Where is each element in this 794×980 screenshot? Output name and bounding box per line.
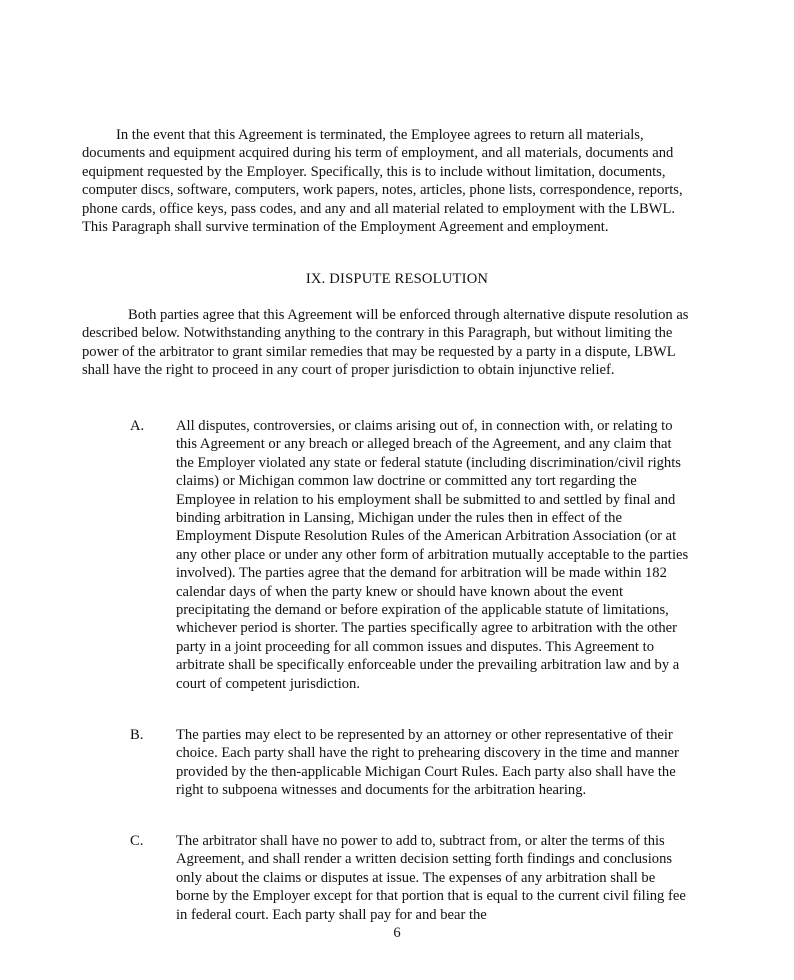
- item-label: C.: [130, 833, 144, 849]
- section-heading: IX. DISPUTE RESOLUTION: [305, 271, 489, 287]
- item-text: The arbitrator shall have no power to add to, subtract from, or alter the terms of this Agreement, and shall render a written decision setting forth findings and conclusions only about the claims or disputes at issue. The expenses of any arbitration shall be borne by the Employer except for that portion that is equal to the current civil filing fee in federal court. Each party shall pay for and bear the: [176, 833, 686, 923]
- item-label: B.: [130, 727, 144, 743]
- item-label: A.: [130, 418, 145, 434]
- item-text: The parties may elect to be represented by an attorney or other representative of their choice. Each party shall have the right to prehearing discovery in the time and manner provided by the then-applicable Michigan Court Rules. Each party also shall have the right to subpoena witnesses and documents for the arbitration hearing.: [176, 727, 679, 799]
- page-number: 6: [393, 925, 401, 941]
- item-text: All disputes, controversies, or claims arising out of, in connection with, or relating to this Agreement or any breach or alleged breach of the Agreement, and any claim that the Employer violated any state or federal statute (including discrimination/civil rights claims) or Michigan common law doctrine or committed any tort regarding the Employee in relation to his employment shall be submitted to and settled by final and binding arbitration in Lansing, Michigan under the rules then in effect of the Employment Dispute Resolution Rules of the American Arbitration Association (or at any other place or under any other form of arbitration mutually acceptable to the parties involved). The parties agree that the demand for arbitration will be made within 182 calendar days of when the party knew or should have known about the event precipitating the demand or before expiration of the applicable statute of limitations, whichever period is shorter. The parties specifically agree to arbitration with the other party in a joint proceeding for all common issues and disputes. This Agreement to arbitrate shall be specifically enforceable under the prevailing arbitration law and by a court of competent jurisdiction.: [176, 418, 689, 692]
- paragraph-return-materials: In the event that this Agreement is terminated, the Employee agrees to return all materials, documents and equipment acquired during his term of employment, and all materials, documents and equipment requested by the Employer. Specifically, this is to include without limitation, documents, computer discs, software, computers, work papers, notes, articles, phone lists, correspondence, reports, phone cards, office keys, pass codes, and any and all material related to employment with the LBWL. This Paragraph shall survive termination of the Employment Agreement and employment.: [82, 127, 683, 236]
- paragraph-dispute-intro: Both parties agree that this Agreement will be enforced through alternative dispute resolution as described below. Notwithstanding anything to the contrary in this Paragraph, but without limiting the power of the arbitrator to grant similar remedies that may be requested by a party in a dispute, LBWL shall have the right to proceed in any court of proper jurisdiction to obtain injunctive relief.: [82, 307, 689, 379]
